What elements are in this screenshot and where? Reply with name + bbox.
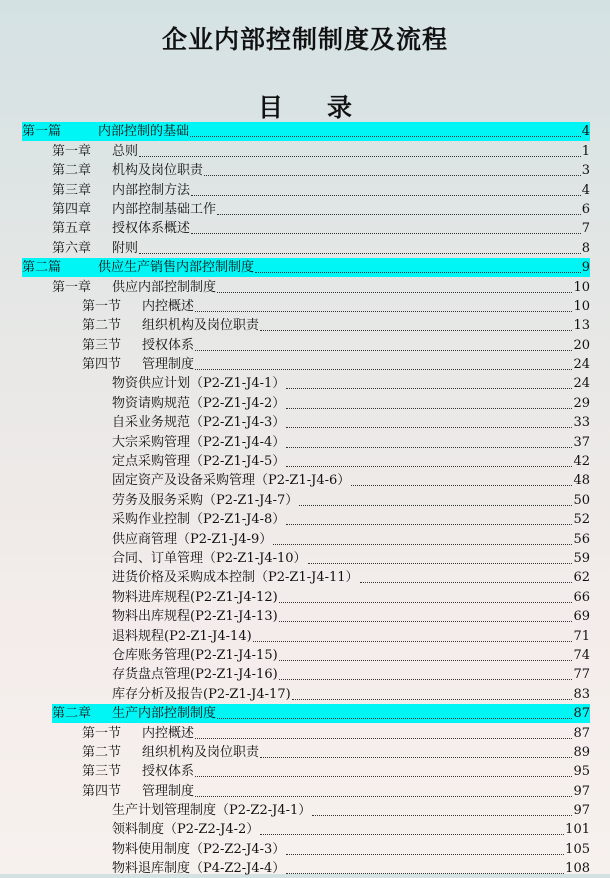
toc-entry[interactable]: [22, 490, 590, 509]
toc-heading-char: 目: [257, 93, 283, 122]
toc-entry-page: 24: [573, 357, 590, 373]
toc-entry-label: [82, 317, 259, 335]
dot-leader: [260, 329, 572, 331]
toc-entry-number: 第六章: [52, 240, 92, 256]
dot-leader: [195, 310, 572, 312]
toc-entry-label: [52, 705, 216, 723]
toc-entry[interactable]: [22, 568, 590, 587]
toc-heading-char: 录: [327, 93, 353, 122]
dot-leader: [351, 484, 572, 486]
dot-leader: [195, 368, 572, 370]
toc-entry[interactable]: [22, 393, 590, 412]
toc-entry-text: 物资请购规范（P2-Z1-J4-2）: [112, 395, 286, 411]
toc-entry[interactable]: [22, 471, 590, 490]
dot-leader: [217, 291, 572, 293]
toc-entry-text: 自采业务规范（P2-Z1-J4-3）: [112, 415, 286, 431]
toc-entry-text: 大宗采购管理（P2-Z1-J4-4）: [112, 434, 286, 450]
dot-leader: [195, 349, 572, 351]
dot-leader: [299, 504, 572, 506]
toc-entry[interactable]: [22, 161, 590, 180]
dot-leader: [255, 271, 581, 273]
toc-entry[interactable]: [22, 374, 590, 393]
toc-entry-text: 物料退库制度（P4-Z2-J4-4）: [112, 861, 286, 877]
toc-entry-page: 10: [573, 279, 590, 295]
toc-entry-number: 第二节: [82, 744, 122, 760]
toc-entry[interactable]: [22, 820, 590, 839]
toc-entry-page: 4: [581, 124, 590, 140]
toc-entry-page: 10: [573, 298, 590, 314]
toc-entry-label: [112, 628, 252, 646]
dot-leader: [139, 252, 581, 254]
dot-leader: [360, 581, 573, 583]
toc-entry-page: 74: [573, 647, 590, 663]
toc-entry-label: [52, 162, 203, 180]
toc-entry-number: 第二章: [52, 163, 92, 179]
toc-entry-label: [82, 725, 194, 743]
toc-entry-page: 3: [581, 163, 590, 179]
dot-leader: [279, 659, 573, 661]
toc-entry-page: 4: [581, 182, 590, 198]
toc-entry[interactable]: [22, 684, 590, 703]
toc-entry-number: 第三节: [82, 764, 122, 780]
toc-entry-page: 56: [573, 531, 590, 547]
toc-entry-number: 第二节: [82, 318, 122, 334]
toc-entry-text: 供应内部控制制度: [112, 279, 217, 295]
toc-entry-number: 第一节: [82, 725, 122, 741]
toc-entry-label: [112, 569, 359, 587]
toc-entry[interactable]: [22, 665, 590, 684]
table-of-contents: [22, 122, 590, 878]
toc-entry-text: 物料出库规程(P2-Z1-J4-13): [112, 609, 278, 625]
toc-entry[interactable]: [22, 452, 590, 471]
toc-entry-label: [82, 744, 259, 762]
toc-entry-text: 组织机构及岗位职责: [142, 318, 260, 334]
toc-entry-text: 生产计划管理制度（P2-Z2-J4-1）: [112, 803, 312, 819]
dot-leader: [286, 426, 572, 428]
toc-entry[interactable]: [22, 335, 590, 354]
toc-entry[interactable]: [22, 587, 590, 606]
toc-entry[interactable]: [22, 723, 590, 742]
dot-leader: [308, 562, 573, 564]
toc-entry-label: [112, 511, 285, 529]
dot-leader: [260, 756, 572, 758]
toc-entry-page: 101: [565, 822, 590, 838]
toc-entry-page: 87: [573, 706, 590, 722]
toc-entry-text: 授权体系: [142, 337, 195, 353]
toc-entry-text: 内部控制基础工作: [112, 201, 217, 217]
toc-entry-number: 第一章: [52, 143, 92, 159]
toc-entry-number: 第五章: [52, 221, 92, 237]
toc-entry-page: 9: [581, 260, 590, 276]
dot-leader: [191, 194, 581, 196]
toc-entry-label: [52, 220, 190, 238]
toc-entry-page: 29: [573, 395, 590, 411]
toc-entry-text: 物料进库规程(P2-Z1-J4-12): [112, 589, 278, 605]
toc-entry-number: 第一篇: [22, 124, 62, 140]
toc-entry-page: 1: [581, 143, 590, 159]
toc-entry-number: 第四节: [82, 783, 122, 799]
dot-leader: [286, 407, 572, 409]
toc-entry-page: 95: [573, 764, 590, 780]
toc-entry-page: 42: [573, 454, 590, 470]
toc-entry-text: 采购作业控制（P2-Z1-J4-8）: [112, 512, 286, 528]
toc-entry-text: 劳务及服务采购（P2-Z1-J4-7）: [112, 492, 299, 508]
toc-entry-text: 内控概述: [142, 298, 195, 314]
dot-leader: [139, 155, 581, 157]
toc-entry-text: 仓库账务管理(P2-Z1-J4-15): [112, 647, 278, 663]
dot-leader: [292, 698, 573, 700]
toc-entry-label: [82, 337, 194, 355]
toc-entry-page: 59: [573, 550, 590, 566]
toc-entry[interactable]: [22, 141, 590, 160]
toc-entry-page: 62: [573, 570, 590, 586]
toc-entry-label: [112, 395, 285, 413]
toc-entry-page: 33: [573, 415, 590, 431]
dot-leader: [195, 737, 572, 739]
toc-entry-text: 授权体系: [142, 764, 195, 780]
toc-entry-page: 50: [573, 492, 590, 508]
dot-leader: [279, 601, 573, 603]
toc-entry-label: [112, 550, 307, 568]
toc-entry-number: 第四章: [52, 201, 92, 217]
dot-leader: [286, 446, 572, 448]
toc-entry[interactable]: [22, 743, 590, 762]
dot-leader: [191, 232, 581, 234]
toc-entry-number: 第四节: [82, 357, 122, 373]
toc-entry-label: [52, 182, 190, 200]
toc-entry-text: 供应商管理（P2-Z1-J4-9）: [112, 531, 273, 547]
toc-entry-page: 8: [581, 240, 590, 256]
dot-leader: [204, 174, 581, 176]
toc-entry-text: 生产内部控制制度: [112, 706, 217, 722]
toc-entry-label: [112, 375, 285, 393]
dot-leader: [195, 795, 572, 797]
dot-leader: [312, 814, 572, 816]
toc-entry-page: 52: [573, 512, 590, 528]
toc-entry[interactable]: [22, 200, 590, 219]
toc-entry-text: 领料制度（P2-Z2-J4-2）: [112, 822, 260, 838]
dot-leader: [286, 465, 572, 467]
toc-entry-page: 105: [565, 841, 590, 857]
toc-entry-page: 13: [573, 318, 590, 334]
toc-entry-label: [112, 531, 272, 549]
toc-entry-label: [112, 802, 311, 820]
dot-leader: [286, 853, 564, 855]
toc-entry-label: [112, 841, 285, 859]
toc-entry-text: 供应生产销售内部控制制度: [98, 260, 255, 276]
toc-entry-label: [112, 492, 298, 510]
toc-entry[interactable]: [52, 704, 590, 723]
toc-entry-text: 组织机构及岗位职责: [142, 744, 260, 760]
toc-entry-label: [112, 608, 278, 626]
toc-entry-label: [112, 414, 285, 432]
toc-entry-label: [52, 279, 216, 297]
toc-entry-label: [52, 143, 138, 161]
toc-entry-page: 108: [565, 861, 590, 877]
toc-entry-label: [82, 298, 194, 316]
toc-entry[interactable]: [22, 529, 590, 548]
dot-leader: [279, 678, 573, 680]
toc-entry-text: 机构及岗位职责: [112, 163, 204, 179]
toc-entry-label: [112, 472, 350, 490]
toc-entry-page: 71: [573, 628, 590, 644]
toc-entry[interactable]: [22, 762, 590, 781]
toc-entry-label: [82, 763, 194, 781]
toc-entry-number: 第一节: [82, 298, 122, 314]
toc-entry-text: 进货价格及采购成本控制（P2-Z1-J4-11）: [112, 570, 359, 586]
toc-entry-text: 内控概述: [142, 725, 195, 741]
toc-entry-label: [112, 434, 285, 452]
toc-entry-label: [52, 240, 138, 258]
dot-leader: [195, 775, 572, 777]
toc-entry-page: 69: [573, 609, 590, 625]
toc-entry-label: [112, 860, 285, 878]
toc-entry-page: 24: [573, 376, 590, 392]
toc-entry-text: 库存分析及报告(P2-Z1-J4-17): [112, 686, 291, 702]
toc-entry-number: 第二篇: [22, 260, 62, 276]
toc-entry-page: 97: [573, 803, 590, 819]
toc-entry-label: [112, 453, 285, 471]
toc-entry[interactable]: [22, 646, 590, 665]
toc-entry-label: [82, 356, 194, 374]
dot-leader: [217, 213, 581, 215]
toc-entry-number: 第一章: [52, 279, 92, 295]
toc-entry-page: 48: [573, 473, 590, 489]
toc-entry[interactable]: [22, 839, 590, 858]
toc-entry-text: 附则: [112, 240, 139, 256]
toc-entry-label: [82, 783, 194, 801]
toc-entry[interactable]: [22, 122, 590, 141]
toc-entry-page: 77: [573, 667, 590, 683]
toc-entry-text: 定点采购管理（P2-Z1-J4-5）: [112, 454, 286, 470]
toc-entry-label: [22, 259, 254, 277]
toc-entry[interactable]: [22, 297, 590, 316]
toc-entry-page: 97: [573, 783, 590, 799]
toc-entry-page: 87: [573, 725, 590, 741]
toc-entry-text: 合同、订单管理（P2-Z1-J4-10）: [112, 550, 307, 566]
toc-entry-text: 物料使用制度（P2-Z2-J4-3）: [112, 841, 286, 857]
toc-entry-text: 存货盘点管理(P2-Z1-J4-16): [112, 667, 278, 683]
toc-entry[interactable]: [22, 219, 590, 238]
toc-entry[interactable]: [22, 432, 590, 451]
toc-entry[interactable]: [22, 277, 590, 296]
toc-entry-number: 第三节: [82, 337, 122, 353]
toc-entry-page: 7: [581, 221, 590, 237]
dot-leader: [279, 620, 573, 622]
toc-entry-number: 第二章: [52, 706, 92, 722]
toc-entry-number: 第三章: [52, 182, 92, 198]
dot-leader: [286, 387, 572, 389]
toc-entry[interactable]: [22, 781, 590, 800]
toc-entry-page: 6: [581, 201, 590, 217]
toc-entry[interactable]: [22, 238, 590, 257]
toc-entry[interactable]: [22, 626, 590, 645]
dot-leader: [260, 833, 564, 835]
toc-entry[interactable]: [22, 510, 590, 529]
toc-entry[interactable]: [22, 316, 590, 335]
toc-entry-page: 83: [573, 686, 590, 702]
toc-entry[interactable]: [22, 258, 590, 277]
toc-entry-label: [52, 201, 216, 219]
toc-entry-text: 固定资产及设备采购管理（P2-Z1-J4-6）: [112, 473, 351, 489]
dot-leader: [286, 523, 572, 525]
document-title: 企业内部控制制度及流程: [161, 25, 448, 54]
toc-entry-label: [112, 666, 278, 684]
toc-entry-text: 总则: [112, 143, 139, 159]
toc-entry-page: 37: [573, 434, 590, 450]
toc-entry[interactable]: [22, 413, 590, 432]
toc-entry-text: 内部控制的基础: [98, 124, 190, 140]
dot-leader: [253, 640, 573, 642]
dot-leader: [217, 717, 572, 719]
toc-entry-text: 管理制度: [142, 357, 195, 373]
toc-entry[interactable]: [22, 859, 590, 878]
toc-entry-label: [112, 821, 259, 839]
toc-entry-text: 内部控制方法: [112, 182, 191, 198]
toc-entry[interactable]: [22, 549, 590, 568]
toc-entry-text: 退料规程(P2-Z1-J4-14): [112, 628, 252, 644]
toc-entry[interactable]: [22, 801, 590, 820]
toc-entry-text: 授权体系概述: [112, 221, 191, 237]
toc-entry[interactable]: [22, 607, 590, 626]
toc-heading: [0, 88, 610, 124]
toc-entry-page: 20: [573, 337, 590, 353]
toc-entry-text: 物资供应计划（P2-Z1-J4-1）: [112, 376, 286, 392]
toc-entry-label: [112, 589, 278, 607]
toc-entry-page: 89: [573, 744, 590, 760]
dot-leader: [190, 135, 581, 137]
dot-leader: [273, 543, 572, 545]
toc-entry[interactable]: [22, 180, 590, 199]
toc-entry-label: [22, 123, 189, 141]
toc-entry-text: 管理制度: [142, 783, 195, 799]
toc-entry-page: 66: [573, 589, 590, 605]
toc-entry-label: [112, 686, 291, 704]
toc-entry-label: [112, 647, 278, 665]
toc-entry[interactable]: [22, 355, 590, 374]
